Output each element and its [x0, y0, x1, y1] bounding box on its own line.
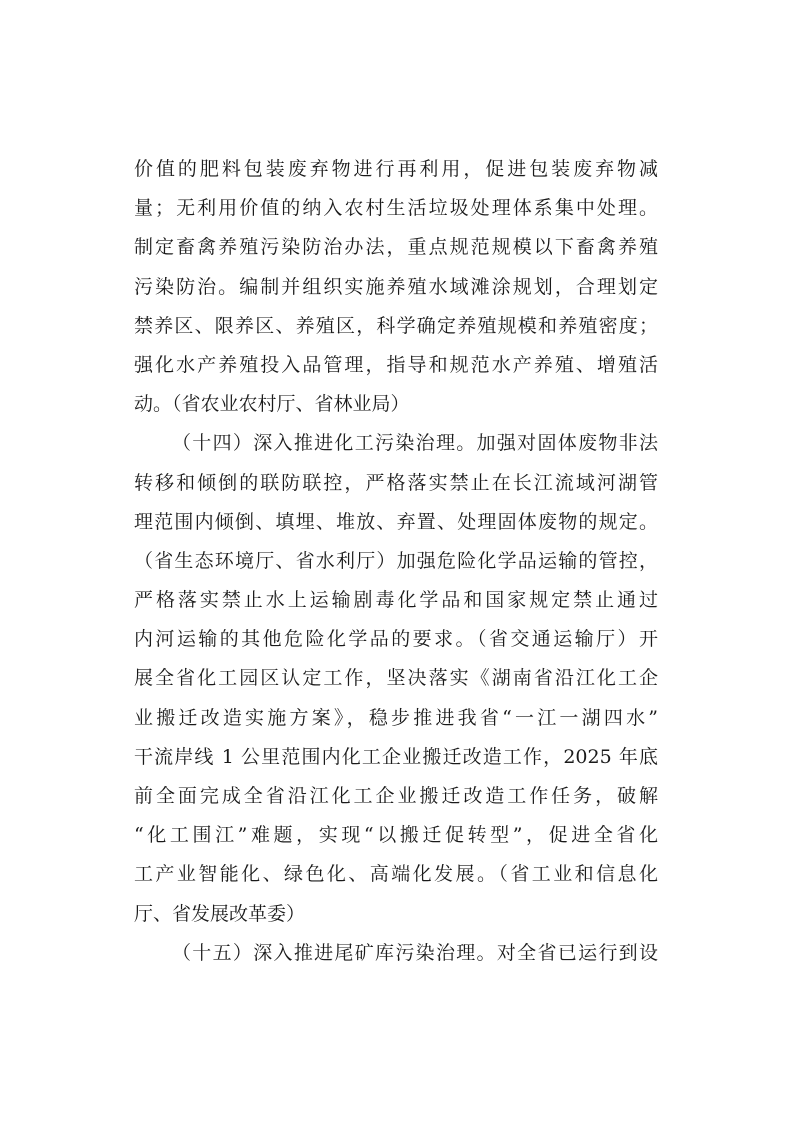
text-line-11: （省生态环境厅、省水利厅）加强危险化学品运输的管控， [134, 549, 658, 572]
text-line-9: 转移和倾倒的联防联控，严格落实禁止在长江流域河湖管 [134, 471, 658, 494]
text-line-20: 厅、省发展改革委） [134, 902, 306, 925]
text-line-6: 强化水产养殖投入品管理，指导和规范水产养殖、增殖活 [134, 353, 658, 376]
text-line-2: 量；无利用价值的纳入农村生活垃圾处理体系集中处理。 [134, 197, 658, 220]
section-heading-14: （十四）深入推进化工污染治理。加强对固体废物非法 [172, 432, 658, 455]
text-line-4: 污染防治。编制并组织实施养殖水域滩涂规划，合理划定 [134, 275, 658, 298]
text-line-3: 制定畜禽养殖污染防治办法，重点规范规模以下畜禽养殖 [134, 236, 658, 259]
text-line-17: 前全面完成全省沿江化工企业搬迁改造工作任务，破解 [134, 785, 658, 807]
text-line-7: 动。（省农业农村厅、省林业局） [134, 393, 410, 416]
text-line-5: 禁养区、限养区、养殖区，科学确定养殖规模和养殖密度； [134, 314, 658, 337]
body-text [134, 150, 658, 973]
text-line-1: 价值的肥料包装废弃物进行再利用，促进包装废弃物减 [134, 158, 658, 180]
text-line-16: 干流岸线 1 公里范围内化工企业搬迁改造工作，2025 年底 [134, 745, 658, 768]
text-line-14: 展全省化工园区认定工作，坚决落实《湖南省沿江化工企 [134, 667, 658, 690]
text-line-13: 内河运输的其他危险化学品的要求。（省交通运输厅）开 [134, 628, 658, 651]
text-line-15: 业搬迁改造实施方案》，稳步推进我省“一江一湖四水” [134, 706, 658, 729]
section-heading-15: （十五）深入推进尾矿库污染治理。对全省已运行到设 [172, 941, 658, 964]
text-line-19: 工产业智能化、绿色化、高端化发展。（省工业和信息化 [134, 863, 658, 886]
text-line-18: “化工围江”难题，实现“以搬迁促转型”，促进全省化 [134, 824, 658, 847]
text-line-12: 严格落实禁止水上运输剧毒化学品和国家规定禁止通过 [134, 589, 658, 612]
text-line-10: 理范围内倾倒、填埋、堆放、弃置、处理固体废物的规定。 [134, 510, 658, 533]
